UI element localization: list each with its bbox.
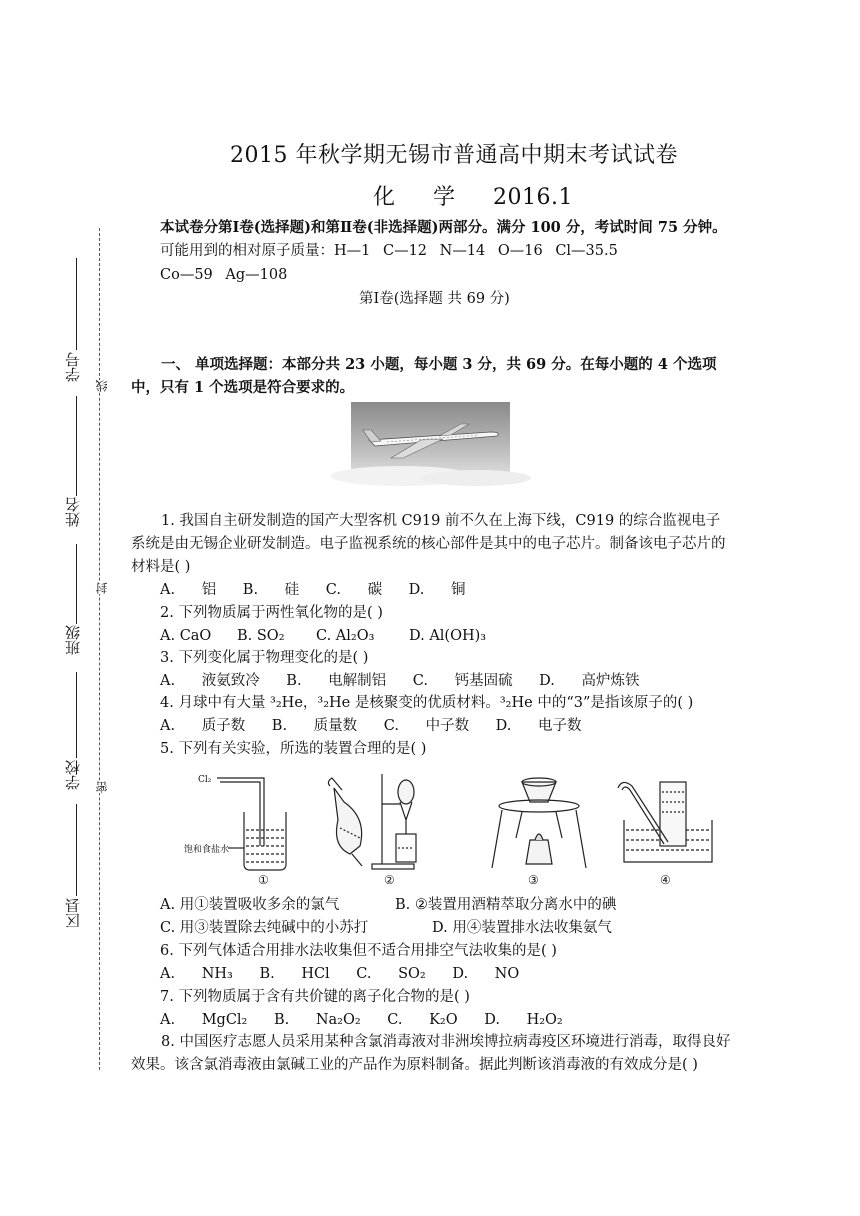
page-title: 2015 年秋学期无锡市普通高中期末考试试卷 [230, 143, 678, 168]
figure-label-3: ③ [528, 873, 539, 887]
intro-line-2: 可能用到的相对原子质量：H—1 C—12 N—14 O—16 Cl—35.5 [160, 243, 618, 259]
apparatus-4 [618, 782, 712, 862]
question-5-option-d: D. 用④装置排水法收集氨气 [432, 920, 612, 936]
quxian-label: 区县 [64, 898, 82, 928]
figure-label-2: ② [384, 873, 395, 887]
figure-label-4: ④ [660, 873, 671, 887]
xingming-blank-line [76, 396, 77, 496]
question-5-option-a: A. 用①装置吸收多余的氯气 [160, 897, 340, 913]
question-8: 8. 中国医疗志愿人员采用某种含氯消毒液对非洲埃博拉病毒疫区环境进行消毒，取得良好效果。该含氯消毒液由氯碱工业的产品作为原料制备。据此判断该消毒液的有效成分是( ) [131, 1034, 731, 1073]
question-1-options: A. 铝 B. 硅 C. 碳 D. 铜 [160, 582, 466, 598]
apparatus-1 [217, 778, 286, 870]
question-7-options: A. MgCl₂ B. Na₂O₂ C. K₂O D. H₂O₂ [160, 1012, 563, 1028]
question-5-apparatus-figure [184, 768, 722, 890]
question-5-option-b: B. ②装置用酒精萃取分离水中的碘 [395, 897, 617, 913]
figure-label-1: ① [258, 873, 269, 887]
subject-title: 化 学 2016.1 [373, 185, 573, 210]
question-2-option-b: B. SO₂ [237, 628, 285, 644]
seal-mark-feng: 封 [95, 582, 109, 594]
banji-blank-line [76, 544, 77, 624]
apparatus-3 [492, 778, 586, 868]
xingming-label: 姓名 [64, 497, 82, 527]
xuehao-blank-line [76, 258, 77, 350]
seal-mark-mi: 密 [95, 781, 109, 793]
cl2-label: Cl₂ [198, 775, 212, 785]
part1-heading: 第Ⅰ卷(选择题 共 69 分) [359, 291, 510, 307]
brine-label: 饱和食盐水 [184, 845, 230, 855]
seal-mark-xian: 线 [95, 380, 109, 392]
question-5-option-c: C. 用③装置除去纯碱中的小苏打 [160, 920, 369, 936]
intro-line-1: 本试卷分第Ⅰ卷(选择题)和第Ⅱ卷(非选择题)两部分。满分 100 分，考试时间 75 分钟。 [160, 219, 727, 236]
question-2-option-c: C. Al₂O₃ [316, 628, 375, 644]
xuexiao-label: 学校 [64, 760, 82, 790]
section1-heading: 一、 单项选择题：本部分共 23 小题，每小题 3 分，共 69 分。在每小题的 4 个选项中，只有 1 个选项是符合要求的。 [131, 356, 717, 396]
question-6: 6. 下列气体适合用排水法收集但不适合用排空气法收集的是( ) [160, 943, 557, 959]
xuehao-label: 学号 [64, 352, 82, 382]
seal-dashed-line [99, 228, 100, 1070]
question-2: 2. 下列物质属于两性氧化物的是( ) [160, 605, 383, 621]
question-3: 3. 下列变化属于物理变化的是( ) [160, 650, 369, 666]
question-7: 7. 下列物质属于含有共价键的离子化合物的是( ) [160, 989, 470, 1005]
airplane-photo [351, 402, 510, 482]
question-2-option-a: A. CaO [160, 628, 212, 644]
question-4: 4. 月球中有大量 ³₂He，³₂He 是核聚变的优质材料。³₂He 中的“3”是指该原子的( ) [160, 695, 694, 711]
question-5: 5. 下列有关实验，所选的装置合理的是( ) [160, 741, 427, 757]
intro-line-3: Co—59 Ag—108 [160, 267, 288, 283]
xuexiao-blank-line [76, 672, 77, 758]
question-6-options: A. NH₃ B. HCl C. SO₂ D. NO [160, 966, 520, 982]
question-2-option-d: D. Al(OH)₃ [409, 628, 487, 644]
question-4-options: A. 质子数 B. 质量数 C. 中子数 D. 电子数 [160, 718, 582, 734]
quxian-blank-line [76, 804, 77, 896]
banji-label: 班级 [64, 625, 82, 655]
question-1: 1. 我国自主研发制造的国产大型客机 C919 前不久在上海下线，C919 的综合监视电子系统是由无锡企业研发制造。电子监视系统的核心部件是其中的电子芯片。制备该电子芯片的材料是( ) [131, 513, 726, 575]
apparatus-2 [328, 774, 416, 869]
question-3-options: A. 液氨致冷 B. 电解制铝 C. 钙基固硫 D. 高炉炼铁 [160, 673, 640, 689]
